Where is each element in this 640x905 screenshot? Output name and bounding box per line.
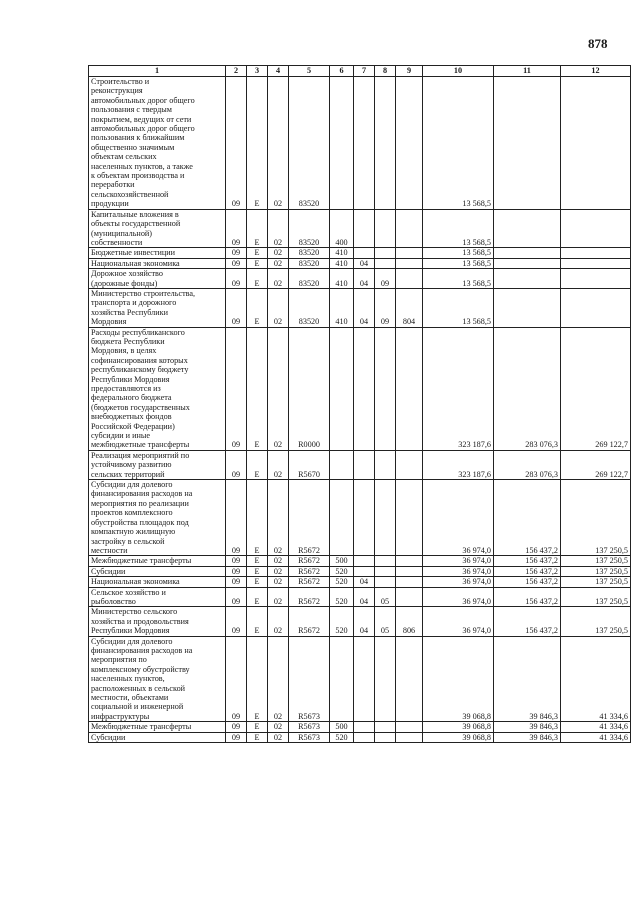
table-header [89, 66, 631, 77]
cell-amount-2019: 323 187,6 [423, 327, 494, 450]
cell-chapter [354, 566, 375, 576]
cell-name: Министерство строительства, транспорта и дорожного хозяйства Республики Мордовия [89, 288, 226, 327]
cell-name: Капитальные вложения в объекты государственной (муниципальной) собственности [89, 209, 226, 248]
cell-amount-2020: 156 437,2 [494, 607, 561, 636]
cell-amount-2019: 36 974,0 [423, 577, 494, 587]
cell-chapter [354, 209, 375, 248]
cell-amount-2020: 156 437,2 [494, 566, 561, 576]
cell-amount-2020: 156 437,2 [494, 480, 561, 556]
cell-subsection [375, 480, 396, 556]
cell-item: 83520 [289, 248, 330, 258]
cell-ministry [396, 732, 423, 742]
table-row [89, 636, 631, 722]
cell-program: Е [247, 607, 268, 636]
cell-chapter: 04 [354, 577, 375, 587]
cell-ministry [396, 556, 423, 566]
table-row [89, 77, 631, 210]
cell-chapter [354, 450, 375, 479]
cell-program: Е [247, 450, 268, 479]
cell-expense-type [330, 480, 354, 556]
cell-item: R5672 [289, 607, 330, 636]
cell-subsection [375, 258, 396, 268]
cell-amount-2019: 13 568,5 [423, 248, 494, 258]
cell-amount-2019: 36 974,0 [423, 480, 494, 556]
cell-amount-2021: 137 250,5 [561, 480, 631, 556]
cell-name: Строительство и реконструкция автомобильных дорог общего пользования с твердым покрытием, ведущих от сети автомобильных дорог общего пользования к ближайшим общественно значимым объектам сельских населенных пунктов, а также к объектам производства и переработки сельскохозяйственной продукции [89, 77, 226, 210]
cell-ministry [396, 577, 423, 587]
cell-amount-2020: 156 437,2 [494, 587, 561, 607]
cell-expense-type: 400 [330, 209, 354, 248]
table-row [89, 722, 631, 732]
cell-subprogram: 02 [268, 480, 289, 556]
cell-program: Е [247, 209, 268, 248]
cell-section: 09 [226, 556, 247, 566]
cell-subprogram: 02 [268, 566, 289, 576]
cell-amount-2020: 283 076,3 [494, 327, 561, 450]
cell-item: R5673 [289, 722, 330, 732]
cell-item: R5670 [289, 450, 330, 479]
cell-ministry [396, 480, 423, 556]
cell-expense-type: 410 [330, 248, 354, 258]
cell-amount-2019: 36 974,0 [423, 587, 494, 607]
cell-subprogram: 02 [268, 258, 289, 268]
cell-subsection [375, 450, 396, 479]
cell-amount-2020: 283 076,3 [494, 450, 561, 479]
cell-subsection [375, 209, 396, 248]
cell-amount-2019: 39 068,8 [423, 732, 494, 742]
table-row [89, 607, 631, 636]
cell-amount-2019: 13 568,5 [423, 258, 494, 268]
cell-expense-type: 410 [330, 258, 354, 268]
cell-section: 09 [226, 450, 247, 479]
cell-section: 09 [226, 209, 247, 248]
cell-program: Е [247, 480, 268, 556]
cell-amount-2020: 39 846,3 [494, 732, 561, 742]
table-row [89, 480, 631, 556]
cell-amount-2019: 36 974,0 [423, 566, 494, 576]
cell-program: Е [247, 722, 268, 732]
cell-ministry [396, 587, 423, 607]
table-row [89, 450, 631, 479]
cell-ministry [396, 258, 423, 268]
cell-ministry: 804 [396, 288, 423, 327]
cell-expense-type [330, 636, 354, 722]
cell-amount-2021: 137 250,5 [561, 577, 631, 587]
cell-subsection: 09 [375, 269, 396, 289]
cell-program: Е [247, 577, 268, 587]
column-header: 5 [289, 66, 330, 77]
cell-section: 09 [226, 288, 247, 327]
cell-subprogram: 02 [268, 209, 289, 248]
cell-ministry [396, 722, 423, 732]
cell-chapter [354, 732, 375, 742]
column-header: 12 [561, 66, 631, 77]
cell-name: Национальная экономика [89, 258, 226, 268]
column-header: 8 [375, 66, 396, 77]
cell-section: 09 [226, 258, 247, 268]
cell-subprogram: 02 [268, 636, 289, 722]
cell-subprogram: 02 [268, 450, 289, 479]
table-row [89, 732, 631, 742]
cell-subprogram: 02 [268, 732, 289, 742]
cell-chapter [354, 722, 375, 732]
cell-section: 09 [226, 722, 247, 732]
table-row [89, 269, 631, 289]
cell-subprogram: 02 [268, 269, 289, 289]
cell-amount-2020 [494, 248, 561, 258]
cell-subsection [375, 732, 396, 742]
table-row [89, 209, 631, 248]
cell-name: Дорожное хозяйство (дорожные фонды) [89, 269, 226, 289]
cell-chapter [354, 480, 375, 556]
cell-amount-2021: 137 250,5 [561, 607, 631, 636]
cell-amount-2020: 39 846,3 [494, 722, 561, 732]
cell-program: Е [247, 566, 268, 576]
table-row [89, 258, 631, 268]
cell-ministry [396, 269, 423, 289]
cell-item: R5673 [289, 732, 330, 742]
cell-item: R5672 [289, 587, 330, 607]
cell-expense-type: 520 [330, 607, 354, 636]
cell-expense-type: 410 [330, 288, 354, 327]
table-body [89, 77, 631, 743]
cell-amount-2021 [561, 288, 631, 327]
cell-amount-2019: 36 974,0 [423, 556, 494, 566]
cell-chapter [354, 636, 375, 722]
cell-subsection [375, 248, 396, 258]
cell-item: R5672 [289, 566, 330, 576]
cell-subsection [375, 566, 396, 576]
cell-name: Межбюджетные трансферты [89, 722, 226, 732]
cell-ministry [396, 636, 423, 722]
cell-program: Е [247, 327, 268, 450]
cell-ministry [396, 450, 423, 479]
cell-subsection: 05 [375, 587, 396, 607]
budget-table [88, 65, 631, 743]
cell-program: Е [247, 269, 268, 289]
cell-amount-2021: 41 334,6 [561, 732, 631, 742]
cell-subsection [375, 577, 396, 587]
cell-subsection [375, 327, 396, 450]
cell-program: Е [247, 288, 268, 327]
column-header: 3 [247, 66, 268, 77]
column-header: 11 [494, 66, 561, 77]
cell-amount-2019: 13 568,5 [423, 288, 494, 327]
table-row [89, 587, 631, 607]
cell-amount-2021: 137 250,5 [561, 587, 631, 607]
cell-program: Е [247, 732, 268, 742]
cell-item: 83520 [289, 288, 330, 327]
cell-section: 09 [226, 577, 247, 587]
cell-name: Субсидии [89, 732, 226, 742]
cell-subprogram: 02 [268, 327, 289, 450]
cell-expense-type [330, 77, 354, 210]
cell-section: 09 [226, 77, 247, 210]
cell-expense-type: 520 [330, 587, 354, 607]
cell-section: 09 [226, 480, 247, 556]
column-header: 7 [354, 66, 375, 77]
cell-amount-2021: 41 334,6 [561, 722, 631, 732]
cell-name: Субсидии для долевого финансирования расходов на мероприятия по комплексному обустройству населенных пунктов, расположенных в сельской местности, объектами социальной и инженерной инфраструктуры [89, 636, 226, 722]
cell-section: 09 [226, 636, 247, 722]
cell-item: R5672 [289, 556, 330, 566]
cell-program: Е [247, 636, 268, 722]
cell-item: R0000 [289, 327, 330, 450]
cell-subprogram: 02 [268, 577, 289, 587]
column-header: 9 [396, 66, 423, 77]
cell-ministry [396, 327, 423, 450]
cell-chapter: 04 [354, 269, 375, 289]
cell-chapter [354, 327, 375, 450]
cell-amount-2020 [494, 269, 561, 289]
cell-item: 83520 [289, 269, 330, 289]
cell-expense-type: 520 [330, 566, 354, 576]
cell-name: Сельское хозяйство и рыболовство [89, 587, 226, 607]
cell-section: 09 [226, 566, 247, 576]
cell-subsection [375, 77, 396, 210]
cell-amount-2021 [561, 209, 631, 248]
table-row [89, 327, 631, 450]
cell-amount-2019: 39 068,8 [423, 636, 494, 722]
table-row [89, 566, 631, 576]
cell-section: 09 [226, 607, 247, 636]
table-row [89, 577, 631, 587]
cell-amount-2021: 269 122,7 [561, 450, 631, 479]
cell-name: Межбюджетные трансферты [89, 556, 226, 566]
column-header: 4 [268, 66, 289, 77]
cell-ministry: 806 [396, 607, 423, 636]
cell-amount-2019: 39 068,8 [423, 722, 494, 732]
cell-name: Министерство сельского хозяйства и продовольствия Республики Мордовия [89, 607, 226, 636]
cell-subprogram: 02 [268, 587, 289, 607]
cell-section: 09 [226, 248, 247, 258]
cell-name: Субсидии [89, 566, 226, 576]
cell-expense-type: 410 [330, 269, 354, 289]
cell-subprogram: 02 [268, 607, 289, 636]
cell-amount-2019: 13 568,5 [423, 77, 494, 210]
cell-amount-2021: 41 334,6 [561, 636, 631, 722]
cell-item: R5672 [289, 480, 330, 556]
cell-amount-2019: 36 974,0 [423, 607, 494, 636]
cell-chapter: 04 [354, 587, 375, 607]
cell-subsection: 05 [375, 607, 396, 636]
cell-subprogram: 02 [268, 288, 289, 327]
cell-expense-type [330, 450, 354, 479]
cell-chapter [354, 77, 375, 210]
cell-expense-type [330, 327, 354, 450]
cell-item: 83520 [289, 209, 330, 248]
cell-subsection [375, 722, 396, 732]
table-row [89, 556, 631, 566]
cell-ministry [396, 566, 423, 576]
header-row [89, 66, 631, 77]
cell-amount-2020 [494, 209, 561, 248]
cell-item: 83520 [289, 258, 330, 268]
cell-expense-type: 500 [330, 722, 354, 732]
cell-program: Е [247, 258, 268, 268]
cell-amount-2021 [561, 77, 631, 210]
cell-section: 09 [226, 269, 247, 289]
cell-chapter: 04 [354, 288, 375, 327]
cell-program: Е [247, 556, 268, 566]
cell-expense-type: 500 [330, 556, 354, 566]
cell-amount-2020: 39 846,3 [494, 636, 561, 722]
cell-subsection: 09 [375, 288, 396, 327]
cell-section: 09 [226, 327, 247, 450]
cell-amount-2019: 323 187,6 [423, 450, 494, 479]
cell-ministry [396, 209, 423, 248]
table-row [89, 288, 631, 327]
cell-name: Субсидии для долевого финансирования расходов на мероприятия по реализации проектов комплексного обустройства площадок под компактную жилищную застройку в сельской местности [89, 480, 226, 556]
column-header: 1 [89, 66, 226, 77]
cell-amount-2020: 156 437,2 [494, 577, 561, 587]
cell-name: Бюджетные инвестиции [89, 248, 226, 258]
cell-name: Реализация мероприятий по устойчивому развитию сельских территорий [89, 450, 226, 479]
cell-ministry [396, 248, 423, 258]
cell-subprogram: 02 [268, 722, 289, 732]
cell-amount-2021: 137 250,5 [561, 566, 631, 576]
cell-amount-2021: 269 122,7 [561, 327, 631, 450]
cell-name: Расходы республиканского бюджета Республики Мордовия, в целях софинансирования которых республиканскому бюджету Республики Мордовия предоставляются из федерального бюджета (бюджетов государственных внебюджетных фондов Российской Федерации) субсидии и иные межбюджетные трансферты [89, 327, 226, 450]
cell-chapter [354, 556, 375, 566]
cell-chapter [354, 248, 375, 258]
cell-program: Е [247, 248, 268, 258]
cell-chapter: 04 [354, 607, 375, 636]
cell-subprogram: 02 [268, 248, 289, 258]
cell-ministry [396, 77, 423, 210]
cell-program: Е [247, 587, 268, 607]
cell-amount-2020: 156 437,2 [494, 556, 561, 566]
column-header: 10 [423, 66, 494, 77]
cell-section: 09 [226, 587, 247, 607]
cell-item: 83520 [289, 77, 330, 210]
cell-amount-2019: 13 568,5 [423, 269, 494, 289]
cell-subprogram: 02 [268, 556, 289, 566]
cell-amount-2019: 13 568,5 [423, 209, 494, 248]
column-header: 2 [226, 66, 247, 77]
page-number: 878 [588, 36, 608, 51]
cell-item: R5673 [289, 636, 330, 722]
cell-expense-type: 520 [330, 732, 354, 742]
table-row [89, 248, 631, 258]
cell-expense-type: 520 [330, 577, 354, 587]
cell-amount-2021 [561, 258, 631, 268]
cell-amount-2021 [561, 248, 631, 258]
cell-amount-2021 [561, 269, 631, 289]
cell-subsection [375, 636, 396, 722]
cell-name: Национальная экономика [89, 577, 226, 587]
cell-amount-2020 [494, 258, 561, 268]
cell-section: 09 [226, 732, 247, 742]
cell-amount-2020 [494, 77, 561, 210]
cell-program: Е [247, 77, 268, 210]
cell-subsection [375, 556, 396, 566]
cell-amount-2020 [494, 288, 561, 327]
cell-amount-2021: 137 250,5 [561, 556, 631, 566]
cell-subprogram: 02 [268, 77, 289, 210]
cell-chapter: 04 [354, 258, 375, 268]
column-header: 6 [330, 66, 354, 77]
cell-item: R5672 [289, 577, 330, 587]
